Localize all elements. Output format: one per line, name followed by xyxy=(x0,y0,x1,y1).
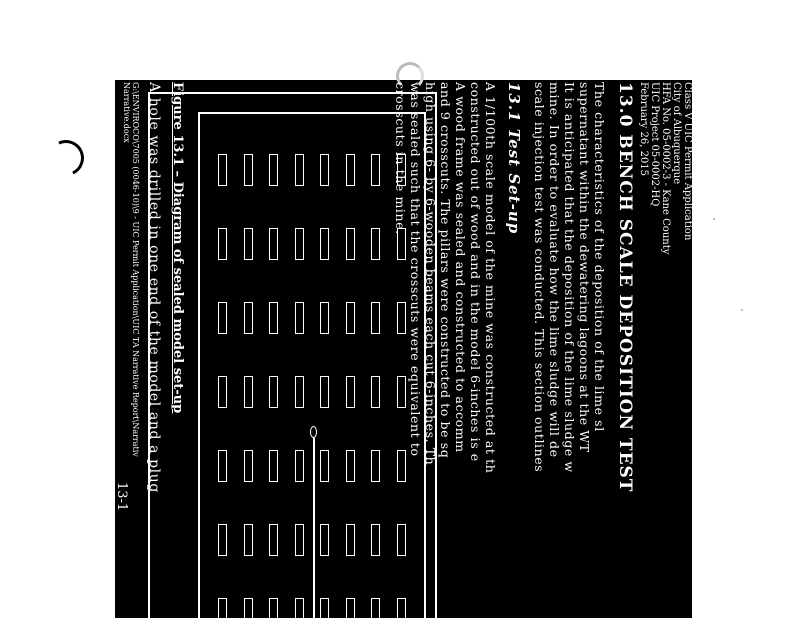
header-line: City of Albuquerque xyxy=(671,82,682,185)
header-line: UIC Project 05-0002-HQ xyxy=(649,82,660,207)
paragraph-line: A 1/100th scale model of the mine was constructed at th xyxy=(483,82,498,474)
paragraph-line: and 9 crosscuts. The pillars were constructed to be sq xyxy=(438,82,453,459)
speck xyxy=(713,218,715,220)
paragraph-line: crosscuts in the mine. xyxy=(393,82,408,235)
footer-path: G:\ENVIROCO\7005 (0046-10)\9 - UIC Permit Application\UIC TA Narrative Report\Narrativ xyxy=(131,82,140,457)
paragraph-line: The characteristics of the deposition of the lime sl xyxy=(592,82,607,432)
paragraph-line: constructed out of wood and in the model 6-inches is e xyxy=(468,82,483,462)
paragraph-line: mine. In order to evaluate how the lime sludge will de xyxy=(547,82,562,458)
rotated-document xyxy=(115,82,695,642)
paragraph-line: scale injection test was conducted. This section outlines xyxy=(532,82,547,473)
paragraph-line: A hole was drilled in one end of the model and a plug xyxy=(146,82,162,493)
header-line: HFA No. 05-0002-3 - Kane County xyxy=(660,82,671,255)
paragraph-line: supernatant within the dewatering lagoons at the WT xyxy=(577,82,592,453)
header-line: February 26, 2015 xyxy=(638,82,649,177)
figure-caption: Figure 13.1 – Diagram of sealed model set-up xyxy=(170,82,185,414)
page-number: 13-1 xyxy=(114,482,129,512)
footer-path: Narrative.docx xyxy=(122,82,131,143)
speck xyxy=(741,309,743,311)
paragraph-line: It is anticipated that the deposition of the lime sludge w xyxy=(562,82,577,473)
paragraph-line: high using 6- by 6-wooden beams each cut 6-inches. Th xyxy=(423,82,438,466)
section-title: 13.0 BENCH SCALE DEPOSITION TEST xyxy=(615,82,635,493)
paper-clip-icon xyxy=(43,135,89,181)
paragraph-line: was sealed such that the crosscuts were equivalent to xyxy=(408,82,423,457)
subsection-title: 13.1 Test Set-up xyxy=(505,82,523,235)
paragraph-line: A wood frame was sealed and constructed to accomm xyxy=(453,82,468,453)
header-line: Class V UIC Permit Application xyxy=(682,82,693,241)
